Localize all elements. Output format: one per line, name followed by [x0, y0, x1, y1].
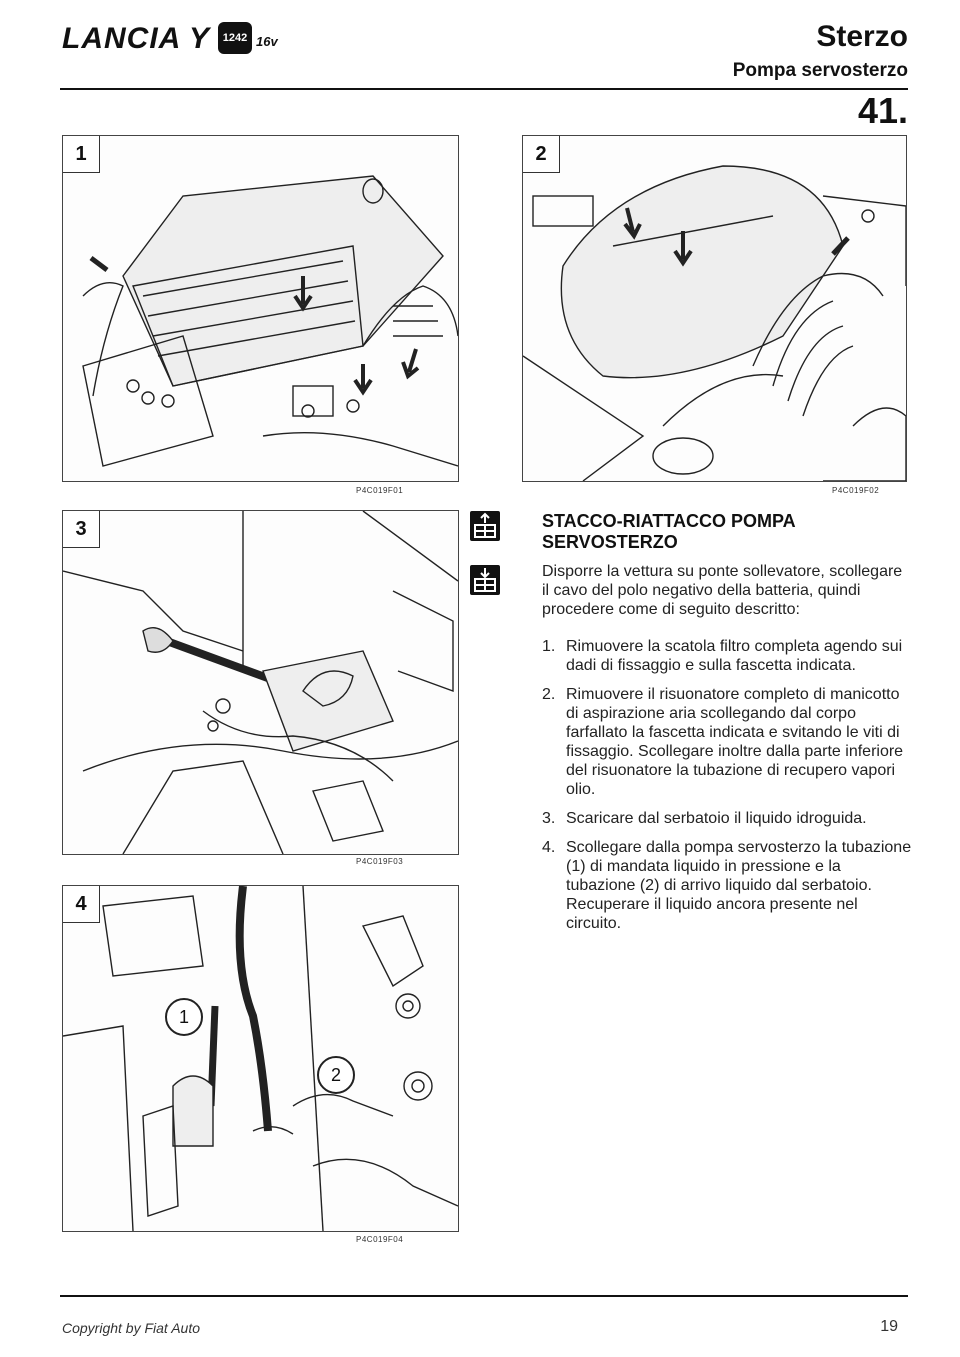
figure-code: P4C019F03	[356, 857, 404, 866]
copyright-notice: Copyright by Fiat Auto	[62, 1320, 200, 1336]
step-text: Scaricare dal serbatoio il liquido idroguida.	[566, 810, 867, 827]
step-number: 4.	[542, 839, 556, 856]
brand-name: LANCIA Y	[62, 22, 211, 55]
section-title: Sterzo	[816, 20, 908, 53]
figure-3	[62, 510, 459, 855]
pump-hoses-illustration	[63, 886, 458, 1231]
procedure-step	[542, 809, 912, 828]
refit-icon	[470, 565, 500, 595]
procedure-step	[542, 685, 912, 799]
figure-code: P4C019F01	[356, 486, 404, 495]
step-number: 1.	[542, 638, 556, 655]
figure-number: 2	[523, 136, 560, 173]
figure-number: 1	[63, 136, 100, 173]
procedure-step	[542, 637, 912, 675]
callout-label: 2	[330, 1064, 341, 1085]
resonator-illustration	[523, 136, 906, 481]
engine-logo-badge: 1242	[218, 22, 252, 54]
subsection-title: Pompa servosterzo	[732, 60, 908, 81]
header-rule	[60, 88, 908, 90]
reservoir-illustration	[63, 511, 458, 854]
procedure-intro: Disporre la vettura su ponte sollevatore, scollegare il cavo del polo negativo della batteria, quindi procedere come di seguito descritto:	[542, 563, 903, 618]
figure-4	[62, 885, 459, 1232]
step-text: Scollegare dalla pompa servosterzo la tubazione (1) di mandata liquido in pressione e la tubazione (2) di arrivo liquido dal serbatoio. Recuperare il liquido ancora presente nel circuito.	[566, 839, 912, 932]
brand-version: 16v	[256, 34, 278, 49]
callout-label: 1	[178, 1006, 189, 1027]
figure-number: 4	[63, 886, 100, 923]
procedure-title: STACCO-RIATTACCO POMPA SERVOSTERZO	[542, 511, 795, 552]
procedure-steps	[542, 637, 912, 943]
callout-1	[165, 998, 203, 1036]
step-text: Rimuovere il risuonatore completo di manicotto di aspirazione aria scollegando dal corpo farfallato la fascetta indicata e svitando le viti di fissaggio. Scollegare inoltre dalla parte inferiore del risuonatore la tubazione di recupero vapori olio.	[566, 686, 904, 798]
step-number: 3.	[542, 810, 556, 827]
callout-2	[317, 1056, 355, 1094]
remove-icon	[470, 511, 500, 541]
step-number: 2.	[542, 686, 556, 703]
page-section-number: 41.	[857, 90, 908, 131]
step-text: Rimuovere la scatola filtro completa agendo sui dadi di fissaggio e sulla fascetta indicata.	[566, 638, 903, 674]
page-number: 19	[880, 1318, 898, 1335]
figure-2	[522, 135, 907, 482]
figure-code: P4C019F04	[356, 1235, 404, 1244]
procedure-step	[542, 838, 912, 933]
footer-rule	[60, 1295, 908, 1297]
figure-number: 3	[63, 511, 100, 548]
figure-1	[62, 135, 459, 482]
figure-code: P4C019F02	[832, 486, 880, 495]
air-filter-illustration	[63, 136, 458, 481]
